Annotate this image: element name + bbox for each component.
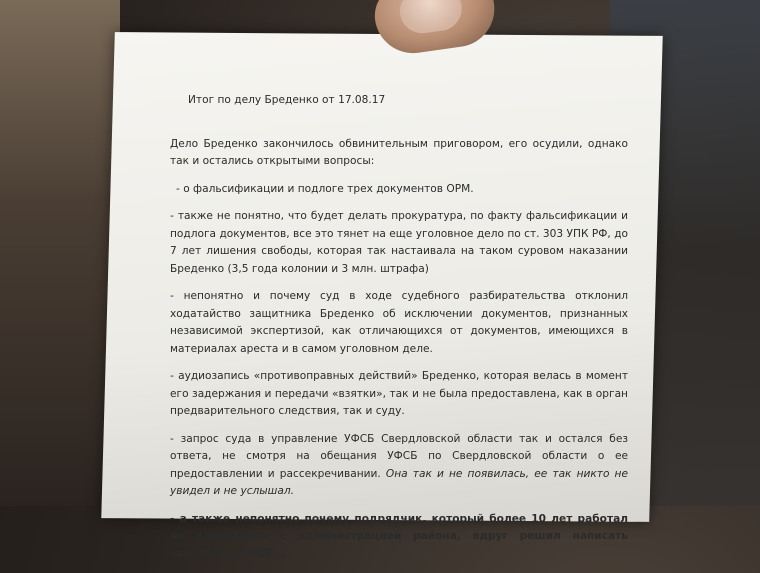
paragraph-orm: - о фальсификации и подлоге трех документов ОРМ. — [176, 182, 474, 195]
paragraph-intro: Дело Бреденко закончилось обвинительным приговором, его осудили, однако так и остались открытыми вопросы: — [170, 137, 628, 167]
paragraph-court: - непонятно и почему суд в ходе судебного разбирательства отклонил ходатайство защитника Бреденко об исключении документов, признанных независимой экспертизой, как отличающихся от документов, имеющихся в материалах ареста и в самом уголовном деле. — [170, 290, 628, 355]
background-left — [0, 0, 120, 506]
paragraph-prosecution: - также не понятно, что будет делать прокуратура, по факту фальсификации и подлога документов, все это тянет на еще уголовное дело по ст. 303 УПК РФ, до 7 лет лишения свободы, которая так настаивала на таком суровом наказании Бреденко (3,5 года колонии и 3 млн. штрафа) — [170, 210, 628, 275]
paragraph-request — [170, 431, 628, 501]
document-title: Итог по делу Бреденко от 17.08.17 — [188, 94, 386, 106]
paragraph-request-italic: Она так и не появилась, ее так никто не увидел и не услышал. — [170, 467, 628, 497]
document-text — [170, 92, 628, 573]
paragraph-request-text: - запрос суда в управление УФСБ Свердловской области так и остался без ответа, не смотря на обещания УФСБ по Свердловской области о ее предоставлении и рассекречивании. — [170, 432, 628, 480]
paragraph-audio: - аудиозапись «противоправных действий» Бреденко, которая велась в момент его задержания и передачи «взятки», так и не была предоставлена, как в орган предварительного следствия, так и суду. — [170, 370, 628, 417]
paragraph-contractor: - а также непонятно почему подрядчик, который более 10 лет работал по контрактам с администрацией района, вдруг решил написать заявление в ФСБ... — [170, 512, 628, 560]
